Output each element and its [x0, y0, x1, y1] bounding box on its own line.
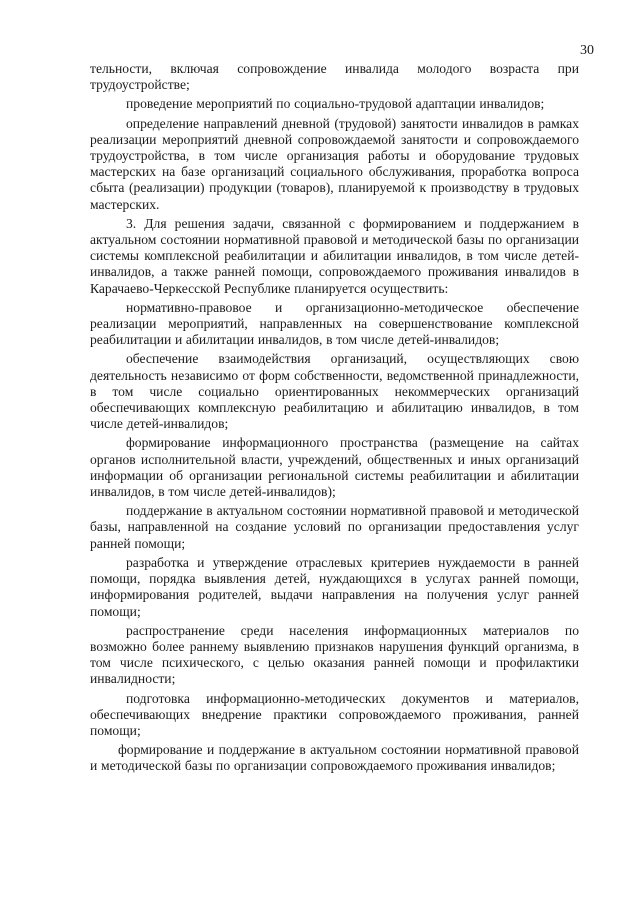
paragraph-11: подготовка информационно-методических документов и материалов, обеспечивающих внедрение практики сопровождаемого проживания, ранней помощи; — [90, 690, 579, 738]
paragraph-9: разработка и утверждение отраслевых критериев нуждаемости в ранней помощи, порядка выявления детей, нуждающихся в услугах ранней помощи, информирования родителей, выдачи направления на получения услуг ранней помощи; — [90, 554, 579, 619]
paragraph-4: 3. Для решения задачи, связанной с формированием и поддержанием в актуальном состоянии нормативной правовой и методической базы по организации системы комплексной реабилитации и абилитации инвалидов, в том числе детей- инвалидов, а также ранней помощи, сопровождаемого проживания инвалидов в Карачаево-Черкесской Республике планируется осуществить: — [90, 215, 579, 296]
document-body — [90, 61, 579, 778]
paragraph-12: формирование и поддержание в актуальном состоянии нормативной правовой и методической базы по организации сопровождаемого проживания инвалидов; — [90, 742, 579, 774]
paragraph-5: нормативно-правовое и организационно-методическое обеспечение реализации мероприятий, направленных на совершенствование комплексной реабилитации и абилитации инвалидов, в том числе детей-инвалидов; — [90, 299, 579, 348]
paragraph-1: тельности, включая сопровождение инвалида молодого возраста при трудоустройстве; — [90, 61, 579, 93]
paragraph-8: поддержание в актуальном состоянии нормативной правовой и методической базы, направленной на создание условий по организации предоставления услуг ранней помощи; — [90, 503, 579, 551]
paragraph-7: формирование информационного пространства (размещение на сайтах органов исполнительной власти, учреждений, общественных и иных организаций информации об организации региональной системы реабилитации и абилитации инвалидов, в том числе детей-инвалидов); — [90, 435, 579, 500]
paragraph-3: определение направлений дневной (трудовой) занятости инвалидов в рамках реализации мероприятий дневной сопровождаемой занятости и сопровождаемого трудоустройства, в том числе организация работы и оборудование трудовых мастерских на базе организаций социального обслуживания, проработка вопроса сбыта (реализации) продукции (товаров), планируемой к производству в трудовых мастерских. — [90, 115, 579, 212]
page-number: 30 — [580, 43, 594, 58]
paragraph-6: обеспечение взаимодействия организаций, осуществляющих свою деятельность независимо от форм собственности, ведомственной принадлежности, в том числе социально ориентированных некоммерческих организаций обеспечивающих комплексную реабилитацию и абилитацию инвалидов, в том числе детей-инвалидов; — [90, 351, 579, 432]
paragraph-2: проведение мероприятий по социально-трудовой адаптации инвалидов; — [126, 96, 545, 112]
paragraph-10: распространение среди населения информационных материалов по возможно более раннему выявлению признаков нарушения функций организма, в том числе психического, с целью оказания ранней помощи и профилактики инвалидности; — [90, 622, 579, 687]
